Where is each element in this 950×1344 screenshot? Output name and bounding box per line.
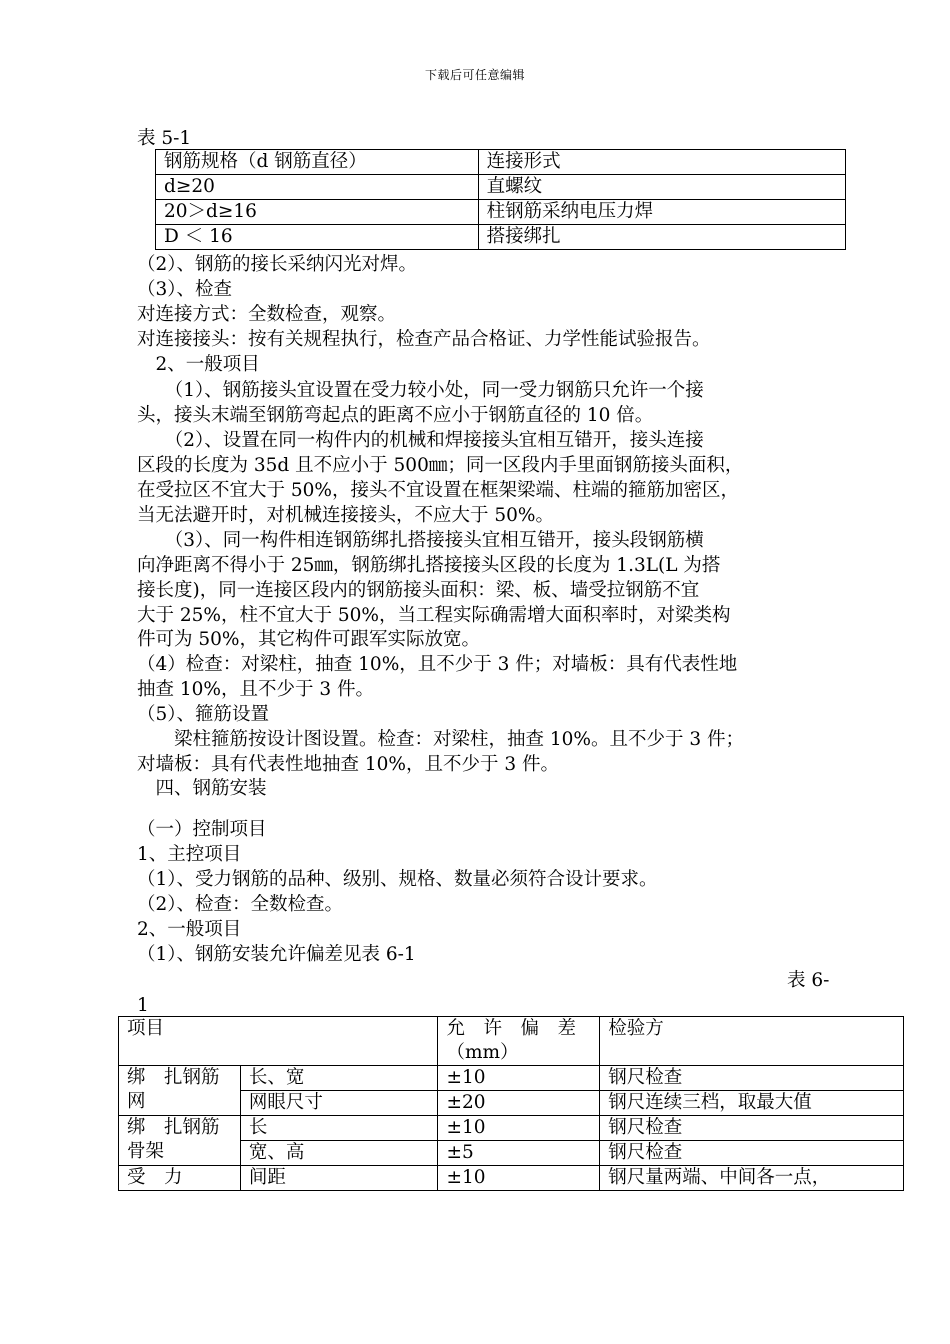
text-line: 区段的长度为 35d 且不应小于 500㎜；同一区段内手里面钢筋接头面积，: [137, 455, 744, 476]
table-header-cell: 连接形式: [478, 150, 845, 175]
table-header-cell: 项目: [119, 1017, 438, 1066]
table-cell: ±10: [438, 1066, 600, 1091]
table-cell: 钢尺检查: [600, 1141, 904, 1166]
section-heading: （一）控制项目: [137, 819, 267, 840]
table-row: [156, 175, 846, 200]
text-line: （2）、钢筋的接长采纳闪光对焊。: [137, 254, 418, 275]
text-line: （3）、检查: [137, 279, 233, 300]
table-cell: ±5: [438, 1141, 600, 1166]
table-row: [156, 225, 846, 250]
text-line: （5）、箍筋设置: [137, 704, 270, 725]
text-line: 对连接方式：全数检查，观察。: [137, 304, 397, 325]
text-line: 梁柱箍筋按设计图设置。检查：对梁柱，抽查 10%。且不少于 3 件；: [137, 729, 745, 750]
table-row: [119, 1166, 904, 1191]
table-cell: 搭接绑扎: [478, 225, 845, 250]
table-group-cell: 绑 扎钢筋网: [119, 1066, 241, 1116]
table2-caption: 表 6-: [787, 970, 830, 991]
table-cell: 20＞d≥16: [156, 200, 479, 225]
table-header-row: [156, 150, 846, 175]
text-line: 当无法避开时，对机械连接接头，不应大于 50%。: [137, 505, 555, 526]
text-line: 对连接接头：按有关规程执行，检查产品合格证、力学性能试验报告。: [137, 329, 711, 350]
table1-caption: 表 5-1: [137, 128, 192, 149]
table-cell: 钢尺检查: [600, 1066, 904, 1091]
text-line: （4）检查：对梁柱，抽查 10%，且不少于 3 件；对墙板：具有代表性地: [137, 654, 738, 675]
table-cell: 柱钢筋采纳电压力焊: [478, 200, 845, 225]
table-cell: 钢尺检查: [600, 1116, 904, 1141]
table-cell: ±10: [438, 1166, 600, 1191]
text-line: 接长度)，同一连接区段内的钢筋接头面积：梁、板、墙受拉钢筋不宜: [137, 580, 700, 601]
text-line: （3）、同一构件相连钢筋绑扎搭接接头宜相互错开，接头段钢筋横: [137, 530, 704, 551]
section-heading: 四、钢筋安装: [137, 778, 267, 799]
table-cell: 长、宽: [240, 1066, 438, 1091]
table-cell: d≥20: [156, 175, 479, 200]
table-cell: 网眼尺寸: [240, 1091, 438, 1116]
text-line: （2）、检查：全数检查。: [137, 894, 344, 915]
table-group-cell: 受 力: [119, 1166, 241, 1191]
table2-caption-cont: 1: [137, 995, 149, 1016]
table-header-row: [119, 1017, 904, 1066]
table-group-cell: 绑 扎钢筋骨架: [119, 1116, 241, 1166]
table-cell: 钢尺连续三档，取最大值: [600, 1091, 904, 1116]
table-header-cell: 检验方: [600, 1017, 904, 1066]
table-cell: 宽、高: [240, 1141, 438, 1166]
table-cell: ±20: [438, 1091, 600, 1116]
table-row: [156, 200, 846, 225]
text-line: （1）、钢筋接头宜设置在受力较小处，同一受力钢筋只允许一个接: [137, 380, 704, 401]
table-row: [119, 1116, 904, 1141]
text-line: 对墙板：具有代表性地抽查 10%，且不少于 3 件。: [137, 754, 560, 775]
connection-table: [155, 149, 846, 250]
text-line: 2、一般项目: [137, 919, 242, 940]
table-row: [119, 1066, 904, 1091]
text-line: 在受拉区不宜大于 50%，接头不宜设置在框架梁端、柱端的箍筋加密区，: [137, 480, 740, 501]
table-header-cell: 允 许 偏 差（mm）: [438, 1017, 600, 1066]
text-line: （1）、受力钢筋的品种、级别、规格、数量必须符合设计要求。: [137, 869, 658, 890]
table-cell: D ＜ 16: [156, 225, 479, 250]
table-cell: 直螺纹: [478, 175, 845, 200]
text-line: 件可为 50%，其它构件可跟军实际放宽。: [137, 629, 481, 650]
table-cell: 间距: [240, 1166, 438, 1191]
table-cell: ±10: [438, 1116, 600, 1141]
page-header: 下载后可任意编辑: [424, 68, 525, 82]
text-line: 头，接头末端至钢筋弯起点的距离不应小于钢筋直径的 10 倍。: [137, 405, 654, 426]
table-cell: 钢尺量两端、中间各一点，: [600, 1166, 904, 1191]
text-line: （1）、钢筋安装允许偏差见表 6-1: [137, 944, 416, 965]
table-header-cell: 钢筋规格（d 钢筋直径）: [156, 150, 479, 175]
text-line: （2）、设置在同一构件内的机械和焊接接头宜相互错开，接头连接: [137, 430, 704, 451]
section-heading: 2、一般项目: [137, 354, 260, 375]
text-line: 大于 25%，柱不宜大于 50%，当工程实际确需增大面积率时，对梁类构: [137, 605, 731, 626]
text-line: 向净距离不得小于 25㎜，钢筋绑扎搭接接头区段的长度为 1.3L(L 为搭: [137, 555, 721, 576]
installation-tolerance-table: [118, 1016, 904, 1191]
text-line: 抽查 10%，且不少于 3 件。: [137, 679, 375, 700]
text-line: 1、主控项目: [137, 844, 242, 865]
table-cell: 长: [240, 1116, 438, 1141]
